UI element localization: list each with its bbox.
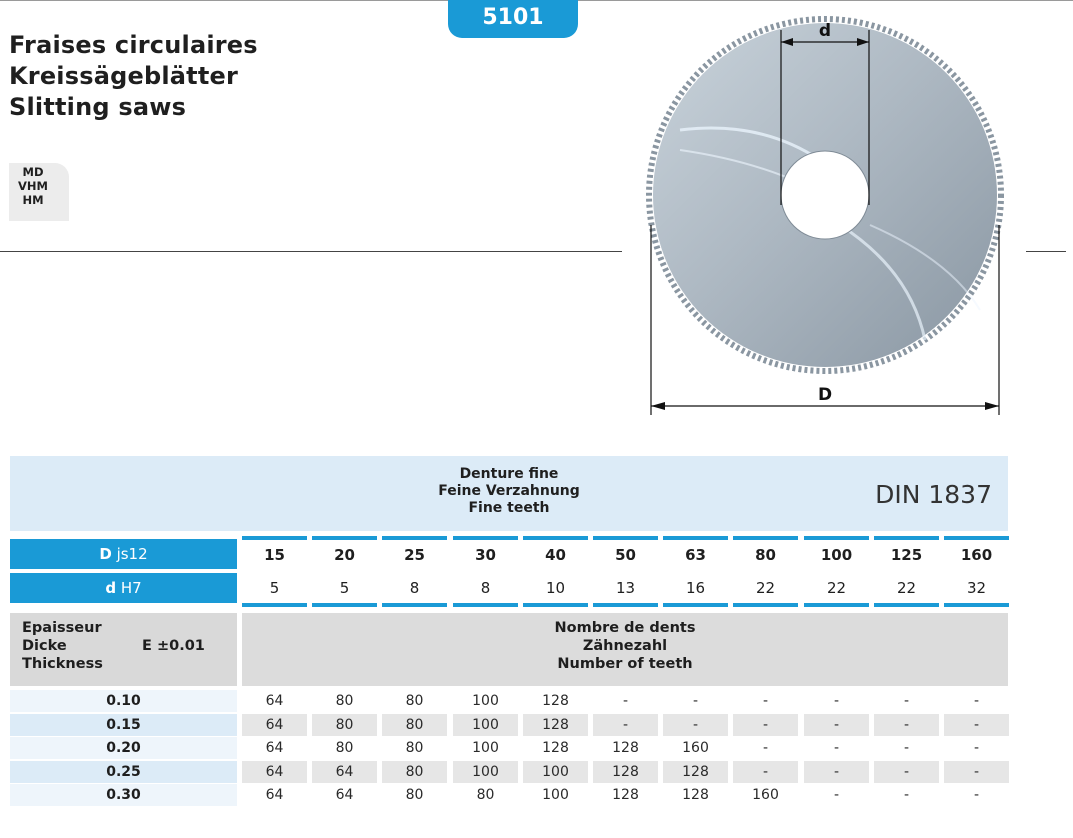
bore-value: 13 xyxy=(615,579,636,597)
saw-blade-shape xyxy=(649,19,1001,371)
diameter-value: 63 xyxy=(685,546,706,564)
bore-row-label xyxy=(10,573,237,603)
title-english: Slitting saws xyxy=(9,93,187,121)
teeth-count-cell: 128 xyxy=(523,737,588,759)
teeth-count-cell: - xyxy=(663,690,728,712)
column-bottom-bar xyxy=(663,603,728,607)
column-top-bar xyxy=(523,536,588,540)
column-top-bar xyxy=(312,536,377,540)
teeth-label-line: Nombre de dents xyxy=(554,620,696,636)
teeth-count-cell: - xyxy=(874,690,939,712)
column-top-bar xyxy=(593,536,658,540)
teeth-count-cell: - xyxy=(804,737,869,759)
teeth-count-cell: - xyxy=(733,714,798,736)
diameter-value: 100 xyxy=(820,546,853,564)
bore-value: 5 xyxy=(269,579,280,597)
teeth-count-cell: 160 xyxy=(733,784,798,806)
teeth-count-cell: 64 xyxy=(242,690,307,712)
teeth-count-cell: - xyxy=(944,784,1009,806)
column-top-bar xyxy=(733,536,798,540)
teeth-count-cell: - xyxy=(944,690,1009,712)
teeth-count-cell: - xyxy=(733,737,798,759)
diameter-value: 125 xyxy=(890,546,923,564)
teeth-count-cell: - xyxy=(874,784,939,806)
teeth-count-cell: 80 xyxy=(382,714,447,736)
bore-value: 22 xyxy=(755,579,776,597)
title-german: Kreissägeblätter xyxy=(9,62,239,90)
teeth-count-cell: 160 xyxy=(663,737,728,759)
bore-dimension-label: d xyxy=(818,21,832,41)
teeth-count-cell: - xyxy=(804,761,869,783)
table-title xyxy=(10,466,1008,517)
thickness-header xyxy=(10,613,237,686)
bore-value: 5 xyxy=(339,579,350,597)
slitting-saw-drawing xyxy=(620,10,1040,420)
grade-line: VHM xyxy=(18,179,48,193)
section-divider-left xyxy=(0,251,622,252)
teeth-count-cell: 64 xyxy=(242,714,307,736)
teeth-count-cell: 80 xyxy=(312,690,377,712)
column-top-bar xyxy=(453,536,518,540)
diameter-value: 160 xyxy=(960,546,993,564)
column-bottom-bar xyxy=(804,603,869,607)
teeth-count-cell: 80 xyxy=(453,784,518,806)
diameter-value: 50 xyxy=(615,546,636,564)
bore-value: 8 xyxy=(409,579,420,597)
bore-tolerance: H7 xyxy=(116,579,142,597)
teeth-count-cell: 80 xyxy=(382,690,447,712)
teeth-count-cell: - xyxy=(874,737,939,759)
teeth-count-cell: 64 xyxy=(312,761,377,783)
column-bottom-bar xyxy=(523,603,588,607)
column-top-bar xyxy=(874,536,939,540)
teeth-count-cell: - xyxy=(944,714,1009,736)
column-bottom-bar xyxy=(944,603,1009,607)
teeth-label-line: Number of teeth xyxy=(557,656,693,672)
column-top-bar xyxy=(382,536,447,540)
teeth-count-cell: 80 xyxy=(312,714,377,736)
diameter-value: 20 xyxy=(334,546,355,564)
table-title-line: Denture fine xyxy=(459,466,559,482)
column-bottom-bar xyxy=(733,603,798,607)
bore-value: 22 xyxy=(826,579,847,597)
diameter-row-label xyxy=(10,539,237,569)
teeth-count-cell: 128 xyxy=(593,784,658,806)
diameter-dimension-label: D xyxy=(817,385,833,405)
teeth-count-cell: 100 xyxy=(453,737,518,759)
top-rule-right xyxy=(578,0,1073,1)
page-title xyxy=(9,30,258,123)
row-thickness: 0.30 xyxy=(10,784,237,806)
teeth-count-cell: 64 xyxy=(242,761,307,783)
diameter-symbol: D xyxy=(99,545,112,563)
bore-value: 22 xyxy=(896,579,917,597)
diameter-value: 40 xyxy=(545,546,566,564)
row-thickness: 0.20 xyxy=(10,737,237,759)
column-bottom-bar xyxy=(242,603,307,607)
bore-value: 32 xyxy=(966,579,987,597)
teeth-count-cell: 100 xyxy=(523,784,588,806)
bore-value: 16 xyxy=(685,579,706,597)
teeth-count-cell: - xyxy=(733,761,798,783)
column-bottom-bar xyxy=(312,603,377,607)
teeth-count-cell: - xyxy=(874,761,939,783)
title-french: Fraises circulaires xyxy=(9,31,258,59)
teeth-count-cell: - xyxy=(874,714,939,736)
teeth-count-cell: 128 xyxy=(593,761,658,783)
teeth-count-cell: 128 xyxy=(663,784,728,806)
catalog-number-tab: 5101 xyxy=(448,0,578,38)
teeth-count-cell: 100 xyxy=(453,761,518,783)
diameter-tolerance: js12 xyxy=(111,545,148,563)
teeth-count-cell: - xyxy=(944,737,1009,759)
teeth-count-cell: 128 xyxy=(523,690,588,712)
teeth-count-cell: 100 xyxy=(453,714,518,736)
teeth-header xyxy=(242,613,1008,686)
teeth-count-cell: 80 xyxy=(312,737,377,759)
thickness-label-line: Epaisseur xyxy=(22,620,102,636)
teeth-count-cell: 100 xyxy=(453,690,518,712)
material-grade-badge xyxy=(9,163,69,221)
teeth-count-cell: - xyxy=(804,690,869,712)
column-top-bar xyxy=(242,536,307,540)
bore-value: 8 xyxy=(480,579,491,597)
table-title-line: Fine teeth xyxy=(468,500,550,516)
diameter-value: 15 xyxy=(264,546,285,564)
teeth-count-cell: 80 xyxy=(382,737,447,759)
teeth-count-cell: - xyxy=(804,784,869,806)
teeth-count-cell: 64 xyxy=(312,784,377,806)
teeth-count-cell: - xyxy=(804,714,869,736)
teeth-count-cell: - xyxy=(663,714,728,736)
grade-line: HM xyxy=(22,193,44,207)
diameter-value: 80 xyxy=(755,546,776,564)
teeth-count-cell: 128 xyxy=(593,737,658,759)
teeth-count-cell: - xyxy=(944,761,1009,783)
teeth-count-cell: 80 xyxy=(382,761,447,783)
column-bottom-bar xyxy=(874,603,939,607)
grade-line: MD xyxy=(22,165,44,179)
din-standard: DIN 1837 xyxy=(875,480,992,509)
bore-symbol: d xyxy=(105,579,117,597)
column-bottom-bar xyxy=(593,603,658,607)
column-top-bar xyxy=(663,536,728,540)
column-top-bar xyxy=(804,536,869,540)
teeth-count-cell: 128 xyxy=(663,761,728,783)
bore-value: 10 xyxy=(545,579,566,597)
teeth-count-cell: 100 xyxy=(523,761,588,783)
teeth-count-cell: - xyxy=(593,690,658,712)
thickness-label-line: Thickness xyxy=(22,656,103,672)
teeth-count-cell: 80 xyxy=(382,784,447,806)
diameter-value: 25 xyxy=(404,546,425,564)
teeth-count-cell: 64 xyxy=(242,737,307,759)
thickness-tolerance: E ±0.01 xyxy=(142,638,205,654)
table-title-line: Feine Verzahnung xyxy=(438,483,580,499)
column-bottom-bar xyxy=(453,603,518,607)
teeth-label-line: Zähnezahl xyxy=(582,638,668,654)
teeth-count-cell: - xyxy=(593,714,658,736)
row-thickness: 0.25 xyxy=(10,761,237,783)
diameter-value: 30 xyxy=(475,546,496,564)
column-bottom-bar xyxy=(382,603,447,607)
column-top-bar xyxy=(944,536,1009,540)
row-thickness: 0.15 xyxy=(10,714,237,736)
thickness-label-line: Dicke xyxy=(22,638,67,654)
row-thickness: 0.10 xyxy=(10,690,237,712)
teeth-count-cell: 128 xyxy=(523,714,588,736)
top-rule-left xyxy=(0,0,448,1)
teeth-count-cell: - xyxy=(733,690,798,712)
teeth-count-cell: 64 xyxy=(242,784,307,806)
